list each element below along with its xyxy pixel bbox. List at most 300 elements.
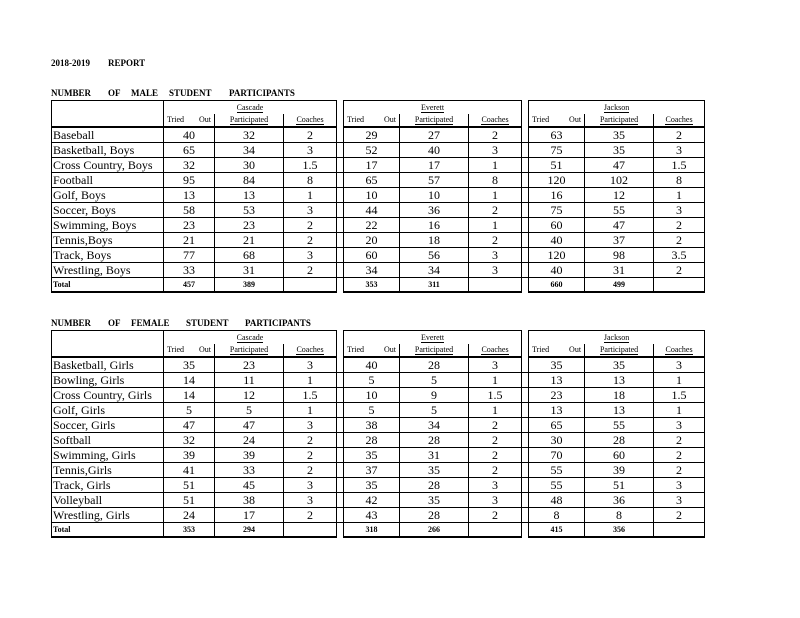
value-cell: 5: [400, 373, 469, 388]
school-name: [164, 101, 337, 115]
value-cell: 3: [469, 357, 522, 373]
value-cell: 21: [215, 233, 284, 248]
value-cell: 3: [469, 143, 522, 158]
value-cell: 17: [215, 508, 284, 523]
total-value: [469, 278, 522, 293]
table-row: [52, 248, 705, 263]
tried-out-header: [529, 344, 585, 357]
value-cell: 8: [469, 173, 522, 188]
value-cell: 38: [215, 493, 284, 508]
coaches-header: [654, 344, 705, 357]
out-label: Out: [199, 344, 211, 357]
value-cell: 1: [654, 373, 705, 388]
gap-cell: [337, 101, 344, 115]
gap-cell: [522, 373, 529, 388]
female-participants-table: [51, 330, 705, 538]
value-cell: 8: [529, 508, 585, 523]
value-cell: 2: [469, 433, 522, 448]
gap-cell: [522, 523, 529, 538]
value-cell: 51: [164, 493, 215, 508]
sport-name: Cross Country, Girls: [52, 388, 164, 403]
value-cell: 5: [164, 403, 215, 418]
total-label: Total: [52, 278, 164, 293]
value-cell: 28: [400, 357, 469, 373]
total-value: 389: [215, 278, 284, 293]
school-label: Cascade: [236, 332, 264, 342]
table-row: [52, 448, 705, 463]
tried-label: Tried: [532, 344, 549, 357]
value-cell: 2: [654, 433, 705, 448]
value-cell: 32: [215, 127, 284, 143]
value-cell: 2: [469, 508, 522, 523]
value-cell: 2: [284, 508, 337, 523]
value-cell: 1: [469, 373, 522, 388]
value-cell: 24: [215, 433, 284, 448]
tried-label: Tried: [347, 344, 364, 357]
total-value: 499: [585, 278, 654, 293]
value-cell: 2: [654, 218, 705, 233]
value-cell: 45: [215, 478, 284, 493]
value-cell: 5: [215, 403, 284, 418]
value-cell: 38: [344, 418, 400, 433]
value-cell: 55: [585, 418, 654, 433]
school-label: Jackson: [603, 102, 630, 112]
coaches-header: [469, 344, 522, 357]
gap-cell: [522, 218, 529, 233]
value-cell: 17: [344, 158, 400, 173]
value-cell: 2: [469, 203, 522, 218]
gap-cell: [337, 418, 344, 433]
value-cell: 47: [164, 418, 215, 433]
value-cell: 75: [529, 203, 585, 218]
coaches-label: Coaches: [296, 345, 324, 354]
value-cell: 44: [344, 203, 400, 218]
participated-label: Participated: [229, 115, 269, 124]
blank-cell: [52, 101, 164, 115]
tried-label: Tried: [167, 114, 184, 127]
value-cell: 3: [654, 357, 705, 373]
value-cell: 65: [529, 418, 585, 433]
value-cell: 2: [469, 127, 522, 143]
gap-cell: [522, 463, 529, 478]
value-cell: 39: [585, 463, 654, 478]
total-value: [284, 523, 337, 538]
total-value: 311: [400, 278, 469, 293]
table-row: [52, 218, 705, 233]
table-row: [52, 418, 705, 433]
value-cell: 120: [529, 248, 585, 263]
coaches-header: [284, 114, 337, 127]
value-cell: 32: [164, 433, 215, 448]
sport-name: Wrestling, Girls: [52, 508, 164, 523]
value-cell: 8: [654, 173, 705, 188]
value-cell: 14: [164, 373, 215, 388]
value-cell: 2: [284, 463, 337, 478]
value-cell: 31: [215, 263, 284, 278]
total-value: 356: [585, 523, 654, 538]
value-cell: 75: [529, 143, 585, 158]
gap-cell: [337, 478, 344, 493]
value-cell: 3: [469, 478, 522, 493]
value-cell: 52: [344, 143, 400, 158]
report-year: 2018-2019: [51, 58, 90, 68]
value-cell: 29: [344, 127, 400, 143]
participated-label: Participated: [414, 345, 454, 354]
value-cell: 47: [585, 158, 654, 173]
value-cell: 84: [215, 173, 284, 188]
value-cell: 1.5: [284, 388, 337, 403]
value-cell: 3: [284, 143, 337, 158]
value-cell: 1: [469, 218, 522, 233]
value-cell: 2: [654, 263, 705, 278]
value-cell: 35: [585, 357, 654, 373]
value-cell: 1: [284, 188, 337, 203]
total-value: 266: [400, 523, 469, 538]
blank-cell: [52, 344, 164, 357]
coaches-header: [469, 114, 522, 127]
out-label: Out: [569, 344, 581, 357]
value-cell: 18: [400, 233, 469, 248]
value-cell: 17: [400, 158, 469, 173]
value-cell: 2: [654, 127, 705, 143]
value-cell: 55: [585, 203, 654, 218]
tried-label: Tried: [347, 114, 364, 127]
coaches-label: Coaches: [481, 115, 509, 124]
value-cell: 65: [164, 143, 215, 158]
gap-cell: [337, 263, 344, 278]
value-cell: 1: [284, 403, 337, 418]
table-row: [52, 403, 705, 418]
value-cell: 60: [585, 448, 654, 463]
coaches-label: Coaches: [296, 115, 324, 124]
value-cell: 13: [215, 188, 284, 203]
value-cell: 28: [344, 433, 400, 448]
total-row: [52, 278, 705, 293]
value-cell: 2: [654, 233, 705, 248]
value-cell: 24: [164, 508, 215, 523]
gender-label: FEMALE: [131, 318, 170, 328]
value-cell: 2: [284, 218, 337, 233]
value-cell: 3: [654, 493, 705, 508]
gap-cell: [337, 203, 344, 218]
male-participants-table: [51, 100, 705, 293]
value-cell: 3: [654, 203, 705, 218]
participated-label: Participated: [229, 345, 269, 354]
value-cell: 3: [654, 478, 705, 493]
value-cell: 2: [284, 233, 337, 248]
value-cell: 70: [529, 448, 585, 463]
gap-cell: [522, 233, 529, 248]
table-row: [52, 388, 705, 403]
sport-name: Tennis,Boys: [52, 233, 164, 248]
value-cell: 12: [215, 388, 284, 403]
value-cell: 40: [164, 127, 215, 143]
value-cell: 1.5: [654, 388, 705, 403]
value-cell: 34: [400, 263, 469, 278]
sport-name: Swimming, Girls: [52, 448, 164, 463]
sport-name: Swimming, Boys: [52, 218, 164, 233]
participated-header: [215, 344, 284, 357]
gap-cell: [337, 448, 344, 463]
value-cell: 1.5: [284, 158, 337, 173]
participated-label: Participated: [599, 115, 639, 124]
out-label: Out: [569, 114, 581, 127]
value-cell: 13: [529, 373, 585, 388]
value-cell: 36: [400, 203, 469, 218]
value-cell: 35: [344, 478, 400, 493]
gap-cell: [522, 508, 529, 523]
value-cell: 43: [344, 508, 400, 523]
tried-out-header: [344, 344, 400, 357]
value-cell: 34: [344, 263, 400, 278]
table-row: [52, 357, 705, 373]
student-label: STUDENT: [186, 318, 229, 328]
gap-cell: [522, 331, 529, 345]
value-cell: 65: [344, 173, 400, 188]
value-cell: 41: [164, 463, 215, 478]
value-cell: 40: [344, 357, 400, 373]
gap-cell: [522, 418, 529, 433]
sport-name: Golf, Boys: [52, 188, 164, 203]
school-header-row: [52, 331, 705, 345]
total-value: 660: [529, 278, 585, 293]
value-cell: 63: [529, 127, 585, 143]
value-cell: 30: [215, 158, 284, 173]
sport-name: Cross Country, Boys: [52, 158, 164, 173]
school-label: Everett: [420, 102, 445, 112]
coaches-header: [654, 114, 705, 127]
school-label: Everett: [420, 332, 445, 342]
column-header-row: [52, 114, 705, 127]
value-cell: 51: [529, 158, 585, 173]
gap-cell: [337, 373, 344, 388]
column-header-row: [52, 344, 705, 357]
table-row: [52, 188, 705, 203]
of-label: OF: [108, 88, 121, 98]
value-cell: 3: [284, 248, 337, 263]
value-cell: 35: [400, 463, 469, 478]
value-cell: 3: [284, 478, 337, 493]
sport-name: Bowling, Girls: [52, 373, 164, 388]
value-cell: 3: [284, 493, 337, 508]
participated-header: [585, 114, 654, 127]
coaches-label: Coaches: [665, 115, 693, 124]
value-cell: 5: [344, 403, 400, 418]
value-cell: 2: [469, 463, 522, 478]
table-row: [52, 508, 705, 523]
gap-cell: [337, 114, 344, 127]
student-label: STUDENT: [169, 88, 212, 98]
value-cell: 40: [529, 263, 585, 278]
sport-name: Soccer, Girls: [52, 418, 164, 433]
tried-label: Tried: [532, 114, 549, 127]
value-cell: 51: [164, 478, 215, 493]
total-row: [52, 523, 705, 538]
value-cell: 35: [344, 448, 400, 463]
value-cell: 33: [215, 463, 284, 478]
blank-cell: [52, 331, 164, 345]
value-cell: 39: [215, 448, 284, 463]
gap-cell: [522, 101, 529, 115]
participated-label: Participated: [599, 345, 639, 354]
gap-cell: [522, 448, 529, 463]
value-cell: 20: [344, 233, 400, 248]
tried-out-header: [164, 114, 215, 127]
gap-cell: [522, 188, 529, 203]
value-cell: 1: [469, 403, 522, 418]
table-row: [52, 173, 705, 188]
gap-cell: [337, 344, 344, 357]
blank-cell: [52, 114, 164, 127]
tried-out-header: [164, 344, 215, 357]
school-name: [344, 331, 522, 345]
sport-name: Track, Girls: [52, 478, 164, 493]
value-cell: 55: [529, 463, 585, 478]
value-cell: 51: [585, 478, 654, 493]
sport-name: Basketball, Girls: [52, 357, 164, 373]
gap-cell: [337, 278, 344, 293]
value-cell: 53: [215, 203, 284, 218]
gap-cell: [337, 403, 344, 418]
gap-cell: [522, 114, 529, 127]
school-label: Jackson: [603, 332, 630, 342]
gap-cell: [522, 127, 529, 143]
table-row: [52, 233, 705, 248]
value-cell: 28: [400, 433, 469, 448]
value-cell: 35: [529, 357, 585, 373]
value-cell: 23: [529, 388, 585, 403]
total-value: 353: [164, 523, 215, 538]
gap-cell: [337, 127, 344, 143]
value-cell: 102: [585, 173, 654, 188]
value-cell: 21: [164, 233, 215, 248]
value-cell: 2: [284, 448, 337, 463]
gap-cell: [522, 263, 529, 278]
value-cell: 31: [400, 448, 469, 463]
coaches-header: [284, 344, 337, 357]
value-cell: 2: [284, 127, 337, 143]
school-name: [529, 101, 705, 115]
value-cell: 2: [469, 233, 522, 248]
value-cell: 13: [164, 188, 215, 203]
gap-cell: [337, 218, 344, 233]
value-cell: 16: [529, 188, 585, 203]
value-cell: 8: [284, 173, 337, 188]
value-cell: 1: [654, 403, 705, 418]
out-label: Out: [199, 114, 211, 127]
tried-out-header: [529, 114, 585, 127]
value-cell: 35: [585, 143, 654, 158]
total-value: 457: [164, 278, 215, 293]
gap-cell: [337, 508, 344, 523]
value-cell: 3: [654, 418, 705, 433]
value-cell: 2: [654, 463, 705, 478]
gap-cell: [522, 248, 529, 263]
gap-cell: [522, 403, 529, 418]
value-cell: 28: [400, 478, 469, 493]
gap-cell: [522, 344, 529, 357]
value-cell: 1: [469, 158, 522, 173]
gap-cell: [337, 523, 344, 538]
school-name: [529, 331, 705, 345]
gap-cell: [522, 173, 529, 188]
tried-label: Tried: [167, 344, 184, 357]
value-cell: 3: [284, 203, 337, 218]
value-cell: 47: [215, 418, 284, 433]
value-cell: 56: [400, 248, 469, 263]
value-cell: 10: [344, 188, 400, 203]
gap-cell: [337, 433, 344, 448]
gap-cell: [337, 158, 344, 173]
value-cell: 34: [215, 143, 284, 158]
value-cell: 32: [164, 158, 215, 173]
total-value: [284, 278, 337, 293]
value-cell: 47: [585, 218, 654, 233]
participated-header: [585, 344, 654, 357]
school-name: [344, 101, 522, 115]
school-label: Cascade: [236, 102, 264, 112]
value-cell: 31: [585, 263, 654, 278]
value-cell: 68: [215, 248, 284, 263]
value-cell: 28: [585, 433, 654, 448]
number-label: NUMBER: [51, 88, 91, 98]
value-cell: 2: [469, 418, 522, 433]
table-row: [52, 373, 705, 388]
value-cell: 58: [164, 203, 215, 218]
value-cell: 95: [164, 173, 215, 188]
value-cell: 40: [529, 233, 585, 248]
gap-cell: [337, 463, 344, 478]
participated-header: [215, 114, 284, 127]
value-cell: 13: [585, 403, 654, 418]
value-cell: 36: [585, 493, 654, 508]
value-cell: 1.5: [654, 158, 705, 173]
value-cell: 1: [469, 188, 522, 203]
total-label: Total: [52, 523, 164, 538]
value-cell: 13: [585, 373, 654, 388]
total-value: [654, 278, 705, 293]
value-cell: 1.5: [469, 388, 522, 403]
value-cell: 2: [284, 263, 337, 278]
table-row: [52, 203, 705, 218]
school-name: [164, 331, 337, 345]
value-cell: 22: [344, 218, 400, 233]
gap-cell: [337, 143, 344, 158]
gap-cell: [522, 278, 529, 293]
sport-name: Tennis,Girls: [52, 463, 164, 478]
gap-cell: [337, 388, 344, 403]
value-cell: 33: [164, 263, 215, 278]
value-cell: 98: [585, 248, 654, 263]
coaches-label: Coaches: [481, 345, 509, 354]
value-cell: 2: [654, 508, 705, 523]
of-label: OF: [108, 318, 121, 328]
table-row: [52, 493, 705, 508]
gap-cell: [522, 388, 529, 403]
table-row: [52, 158, 705, 173]
sport-name: Volleyball: [52, 493, 164, 508]
gap-cell: [522, 493, 529, 508]
value-cell: 5: [344, 373, 400, 388]
sport-name: Wrestling, Boys: [52, 263, 164, 278]
participated-label: Participated: [414, 115, 454, 124]
coaches-label: Coaches: [665, 345, 693, 354]
gap-cell: [522, 433, 529, 448]
value-cell: 3: [469, 493, 522, 508]
value-cell: 10: [400, 188, 469, 203]
value-cell: 35: [400, 493, 469, 508]
out-label: Out: [384, 344, 396, 357]
